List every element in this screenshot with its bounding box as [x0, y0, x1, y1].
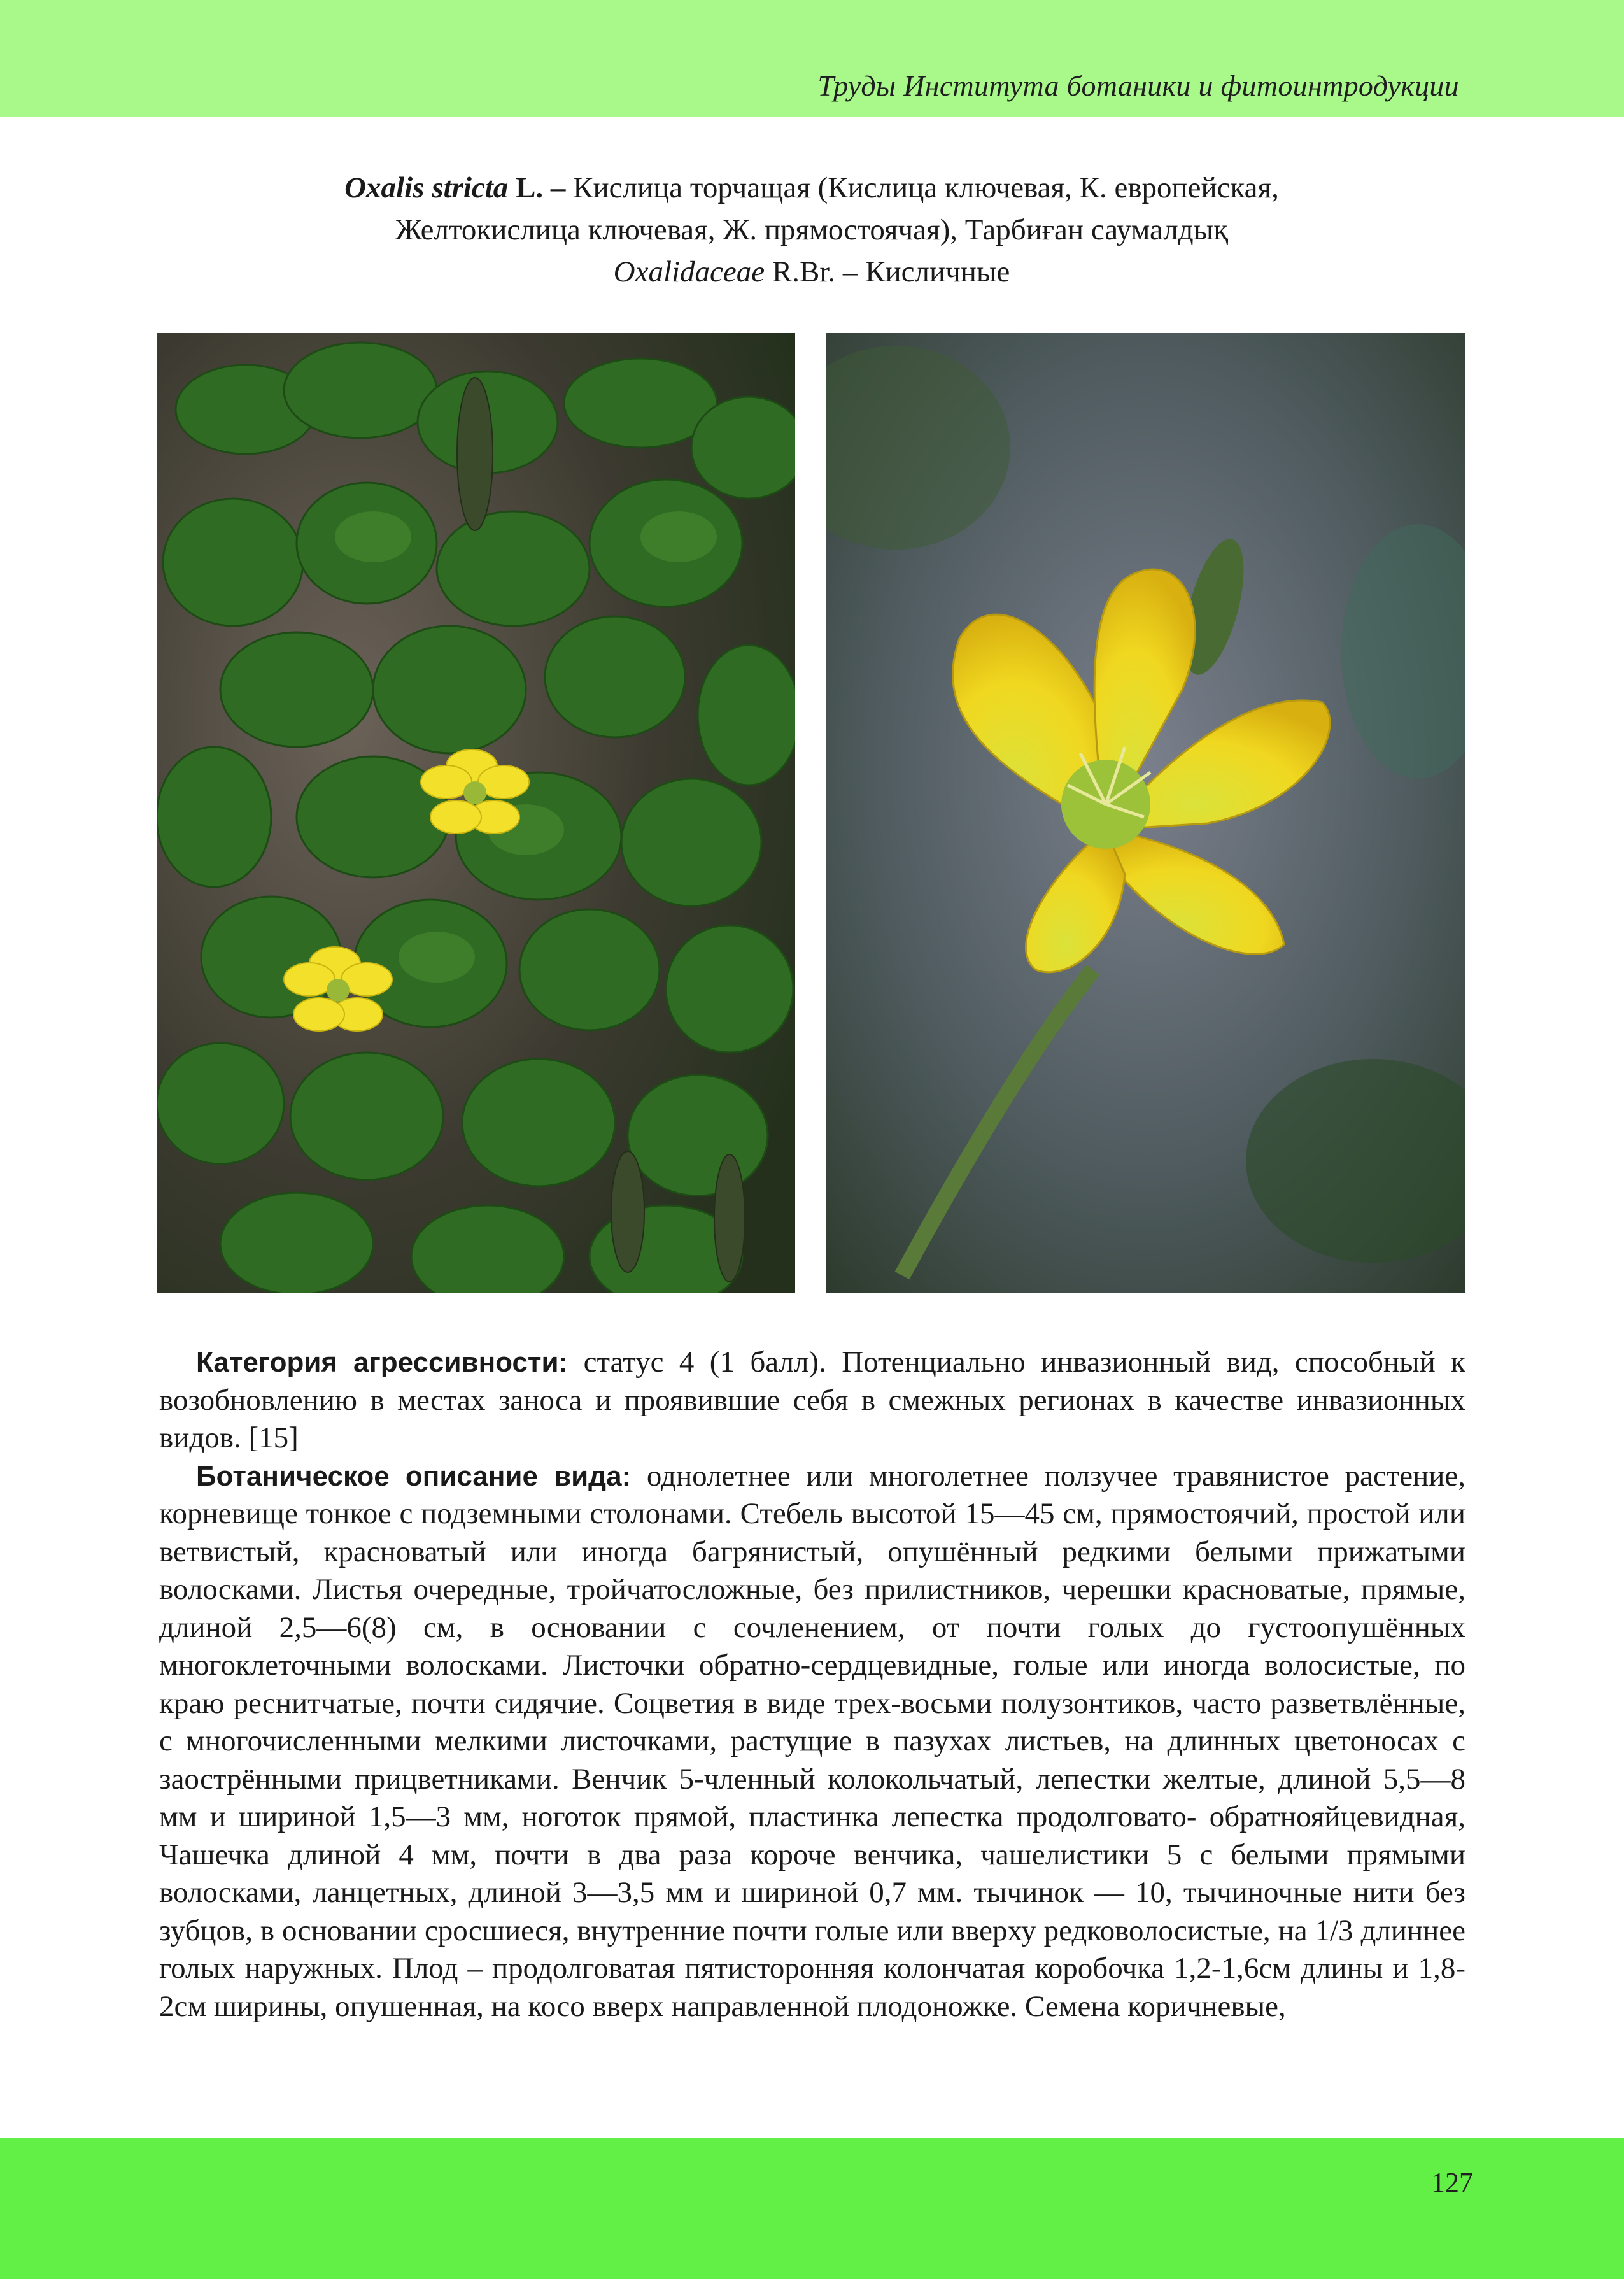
- family-rest: R.Br. – Кисличные: [765, 255, 1010, 288]
- species-title: [159, 167, 1464, 293]
- footer-band: [0, 2138, 1624, 2279]
- aggressiveness-paragraph: [159, 1344, 1465, 1458]
- species-author: L. –: [508, 171, 566, 204]
- description-paragraph: [159, 1458, 1465, 2026]
- oxalis-flower-closeup-image: [826, 333, 1465, 1293]
- species-common-names-line1: Кислица торчащая (Кислица ключевая, К. европейская,: [565, 171, 1279, 204]
- aggressiveness-label: Категория агрессивности:: [196, 1347, 568, 1378]
- species-common-names-line2: Желтокислица ключевая, Ж. прямостоячая), Тарбиған саумалдық: [395, 213, 1229, 246]
- oxalis-plant-photo: [157, 333, 795, 1293]
- family-latin: Oxalidaceae: [613, 255, 765, 288]
- oxalis-plant-image: [157, 333, 795, 1293]
- oxalis-flower-photo: [826, 333, 1465, 1293]
- species-family-line: [159, 251, 1464, 293]
- species-title-line1: [159, 167, 1464, 209]
- description-text: однолетнее или многолетнее ползучее травянистое растение, корневище тонкое с подземными столонами. Стебель высотой 15—45 см, прямостоячий, простой или ветвистый, красноватый или иногда багрянистый, опушённый редкими белыми прижатыми волосками. Листья очередные, тройчатосложные, без прилистников, черешки красноватые, прямые, длиной 2,5—6(8) см, в основании с сочленением, от почти голых до густоопушённых многоклеточными волосками. Листочки обратно-сердцевидные, голые или иногда волосистые, по краю реснитчатые, почти сидячие. Соцветия в виде трех-восьми полузонтиков, часто разветвлённые, с многочисленными мелкими листочками, растущие в пазухах листьев, на длинных цветоносах с заострёнными прицветниками. Венчик 5-членный колокольчатый, лепестки желтые, длиной 5,5—8 мм и шириной 1,5—3 мм, ноготок прямой, пластинка лепестка продолговато- обратнояйцевидная, Чашечка длиной 4 мм, почти в два раза короче венчика, чашелистики 5 с белыми прямыми волосками, ланцетных, длиной 3—3,5 мм и шириной 0,7 мм. тычинок — 10, тычиночные нити без зубцов, в основании сросшиеся, внутренние почти голые или вверху редковолосистые, на 1/3 длиннее голых наружных. Плод – продолговатая пятисторонняя колончатая коробочка 1,2-1,6см длины и 1,8-2см ширины, опушенная, на косо вверх направленной плодоножке. Семена коричневые,: [159, 1459, 1465, 2023]
- description-label: Ботаническое описание вида:: [196, 1460, 632, 1492]
- journal-title: Труды Института ботаники и фитоинтродукции: [817, 69, 1459, 102]
- aggressiveness-text: статус 4 (1 балл). Потенциально инвазионный вид, способный к возобновлению в местах заноса и проявившие себя в смежных регионах в качестве инвазионных видов. [15]: [159, 1345, 1466, 1454]
- species-latin-name: Oxalis stricta: [344, 171, 509, 204]
- page-number: 127: [1431, 2167, 1473, 2198]
- body-text: [159, 1344, 1465, 2026]
